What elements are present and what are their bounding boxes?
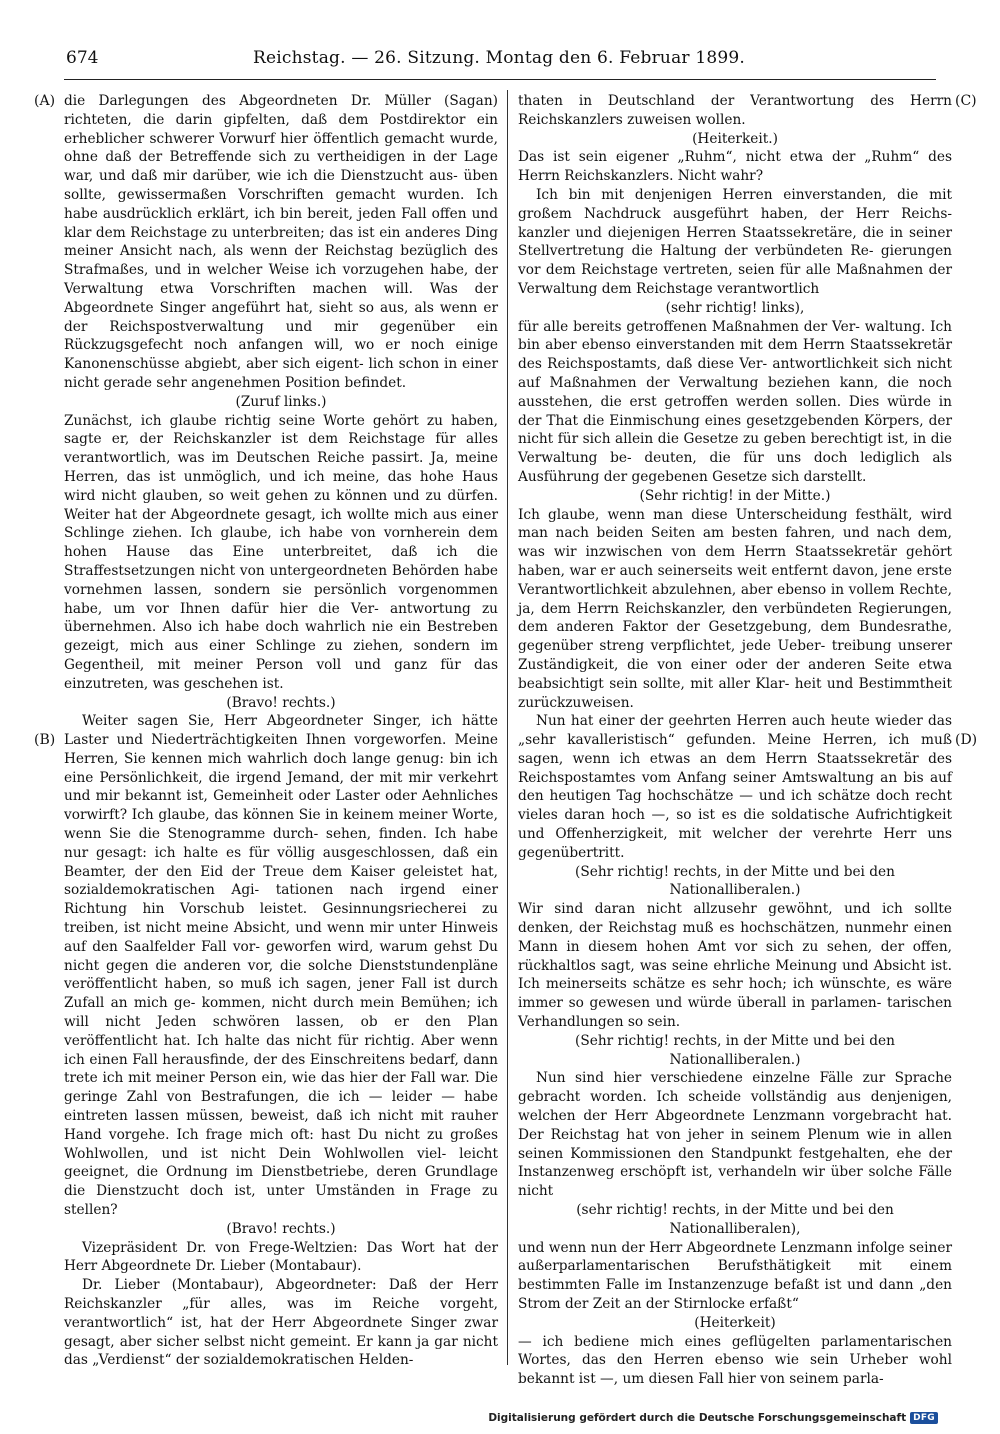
- margin-marker-b: (B): [34, 732, 56, 748]
- interjection: (sehr richtig! links),: [665, 299, 805, 316]
- paragraph: Dr. Lieber (Montabaur), Abgeordneter: Daß der Herr Reichskanzler „für alles, was im Reiche vorgeht, verantwortlich“ ist, hat der Herr Abgeordnete Singer zwar gesagt, aber sicher selbst nicht gemeint. Er kann ja gar nicht das „Verdienst“ der sozialdemokratischen Helden-: [64, 1277, 498, 1369]
- paragraph: Ich glaube, wenn man diese Unterscheidung festhält, wird man nach beiden Seiten am besten fahren, und nach dem, was wir inzwischen von dem Herrn Staatssekretär gehört haben, war er auch seinerseits weit entfernt davon, jene erste Verantwortlichkeit abzulehnen, aber ebenso in vollem Rechte, ja, dem Herrn Reichskanzler, den verbündeten Regierungen, dem anderen Faktor der Gesetzgebung, dem Bundesrathe, gegenüber streng verpflichtet, jede Ueber- treibung unserer Zuständigkeit, die von einer oder der anderen Seite etwa beabsichtigt sein sollte, mit aller Klar- heit und Bestimmtheit zurückzuweisen.: [518, 506, 952, 711]
- paragraph: thaten in Deutschland der Verantwortung des Herrn Reichskanzlers zuweisen wollen.: [518, 93, 952, 128]
- footer-credit: [488, 1412, 938, 1424]
- page-header: [66, 48, 932, 78]
- paragraph: Nun hat einer der geehrten Herren auch heute wieder das „sehr kavalleristisch“ gefunden. Meine Herren, ich muß sagen, wenn ich etwas an dem Herrn Staatssekretär des Reichspostamtes vom Anfang seiner Amtswaltung an bis auf den heutigen Tag hochschätze — und ich schätze doch recht vieles daran hoch —, so ist es die soldatische Aufrichtigkeit und Offenherzigkeit, mit welcher der verehrte Herr uns gegenübertritt.: [518, 713, 952, 861]
- paragraph: Zunächst, ich glaube richtig seine Worte gehört zu haben, sagte er, der Reichskanzler ist dem Reichstage für alles verantwortlich, was im Deutschen Reiche passirt. Ja, meine Herren, das ist unmöglich, und ich meine, das hohe Haus wird nicht glauben, so weit gehen zu können und zu dürfen. Weiter hat der Abgeordnete gesagt, ich wollte mich aus einer Schlinge ziehen. Ich glaube, ich habe von vornherein dem hohen Hause das Eine unterbreitet, daß ich die Straffestsetzungen nicht von untergeordneten Behörden habe vornehmen lassen, sondern sie persönlich vorgenommen habe, um vor Ihnen dafür hier die Ver- antwortung zu übernehmen. Also ich habe doch wahrlich nie ein Bestreben gezeigt, mich aus einer Schlinge zu ziehen, sondern im Gegentheil, mit meiner Person voll und ganz für das einzutreten, was geschehen ist.: [64, 412, 498, 692]
- interjection: (Bravo! rechts.): [226, 694, 336, 711]
- paragraph: Wir sind daran nicht allzusehr gewöhnt, und ich sollte denken, der Reichstag muß es hochschätzen, nunmehr einen Mann in diesem hohen Amt vor sich zu sehen, der offen, rückhaltlos sagt, was seine ehrliche Meinung und Absicht ist. Ich meinerseits schätze es sehr hoch; ich wünschte, es wäre immer so gewesen und würde überall in parlamen- tarischen Verhandlungen so sein.: [518, 901, 952, 1031]
- interjection: (Heiterkeit.): [692, 130, 778, 147]
- header-rule: [64, 79, 936, 80]
- left-column: [64, 92, 498, 1372]
- paragraph: Das ist sein eigener „Ruhm“, nicht etwa der „Ruhm“ des Herrn Reichskanzlers. Nicht wahr?: [518, 149, 952, 185]
- interjection: (Sehr richtig! rechts, in der Mitte und bei den Nationalliberalen.): [575, 863, 895, 899]
- paragraph: Vizepräsident Dr. von Frege-Weltzien: Das Wort hat der Herr Abgeordnete Dr. Lieber (Montabaur).: [64, 1239, 498, 1275]
- paragraph: die Darlegungen des Abgeordneten Dr. Müller (Sagan) richteten, die darin gipfelten, daß dem Postdirektor ein erheblicher schwerer Vorwurf hier öffentlich gemacht wurde, ohne daß der Betreffende sich zu vertheidigen in der Lage war, und daß mir darüber, wie ich die Dienstzucht aus- üben sollte, gewissermaßen Vorschriften gemacht wurden. Ich habe ausdrücklich erklärt, ich bin bereit, jeden Fall offen und klar dem Reichstage zu unterbreiten; das ist ein anderes Ding meiner Ansicht nach, als wenn der Reichstag bezüglich des Strafmaßes, und in welcher Weise ich vorzugehen habe, der Verwaltung etwa Vorschriften machen will. Was der Abgeordnete Singer angeführt hat, sieht so aus, als wenn er der Reichspostverwaltung und mir gegenüber ein Rückzugsgefecht noch anfangen will, wo er noch einige Kanonenschüsse abgiebt, aber sich eigent- lich schon in einer nicht gerade sehr angenehmen Position befindet.: [64, 93, 498, 391]
- page-number: 674: [66, 48, 99, 68]
- interjection: (Heiterkeit): [694, 1314, 776, 1331]
- interjection: (sehr richtig! rechts, in der Mitte und bei den Nationalliberalen),: [576, 1202, 894, 1237]
- interjection: (Sehr richtig! in der Mitte.): [639, 487, 831, 504]
- interjection: (Sehr richtig! rechts, in der Mitte und bei den Nationalliberalen.): [575, 1032, 895, 1068]
- interjection: (Zuruf links.): [235, 393, 327, 410]
- margin-marker-c: (C): [955, 93, 977, 109]
- paragraph: Ich bin mit denjenigen Herren einverstanden, die mit großem Nachdruck ausgeführt haben, der Herr Reichs- kanzler und diejenigen Herren Staatssekretäre, die in seiner Stellvertretung die Haltung der verbündeten Re- gierungen vor dem Reichstage vertreten, seien für alle Maßnahmen der Verwaltung dem Reichstage verantwortlich: [518, 186, 952, 297]
- right-column: [518, 92, 952, 1388]
- paragraph: Nun sind hier verschiedene einzelne Fälle zur Sprache gebracht worden. Ich scheide vollständig aus denjenigen, welchen der Herr Abgeordnete Lenzmann vorgebracht hat. Der Reichstag hat von jeher in seinem Plenum wie in allen seinen Kommissionen den Standpunkt festgehalten, ehe der Instanzenweg erschöpft ist, verhandeln wir über solche Fälle nicht: [518, 1070, 952, 1200]
- column-divider: [507, 90, 508, 1365]
- running-head: Reichstag. — 26. Sitzung. Montag den 6. Februar 1899.: [252, 48, 746, 68]
- margin-marker-d: (D): [955, 732, 978, 748]
- paragraph: und wenn nun der Herr Abgeordnete Lenzmann infolge seiner außerparlamentarischen Berufsthätigkeit mit einem bestimmten Falle im Instanzenzuge befaßt ist und dann „den Strom der Zeit an der Stirnlocke erfaßt“: [518, 1239, 952, 1312]
- margin-marker-a: (A): [34, 93, 56, 109]
- dfg-logo: DFG: [910, 1412, 938, 1424]
- funding-credit-text: Digitalisierung gefördert durch die Deutsche Forschungsgemeinschaft: [488, 1412, 907, 1424]
- paragraph: Weiter sagen Sie, Herr Abgeordneter Singer, ich hätte Laster und Niederträchtigkeiten Ihnen vorgeworfen. Meine Herren, Sie kennen mich wahrlich doch lange genug: bin ich eine Persönlichkeit, die irgend Jemand, der mit mir verkehrt und mir bekannt ist, Gemeinheit oder Laster oder Aehnliches vorwirft? Ich glaube, das können Sie in keinem meiner Worte, wenn Sie die Stenogramme durch- sehen, finden. Ich habe nur gesagt: ich halte es für völlig ausgeschlossen, daß ein Beamter, der den Eid der Treue dem Kaiser geleistet hat, sozialdemokratischen Agi- tationen nach irgend einer Richtung hin Vorschub leistet. Gesinnungsriecherei zu treiben, ist nicht meine Absicht, und wenn mir unter Hinweis auf den Saalfelder Fall vor- geworfen wird, warum gehst Du nicht gegen die anderen vor, die solche Dienststundenpläne veröffentlicht haben, so muß ich sagen, jener Fall ist durch Zufall an mich ge- kommen, nicht durch mein Bemühen; ich will nicht Jeden schwören lassen, ob er den Plan veröffentlicht hat. Ich halte das nicht für richtig. Aber wenn ich einen Fall herausfinde, der des Einschreitens bedarf, dann trete ich mit meiner Person ein, wie das hier der Fall war. Die geringe Zahl von Bestrafungen, die ich — leider — habe eintreten lassen müssen, beweist, daß ich nicht mit rauher Hand vorgehe. Ich frage mich oft: hast Du nicht zu großes Wohlwollen, und ist nicht Dein Wohlwollen viel- leicht geeignet, die Ordnung im Dienstbetriebe, deren Grundlage die Dienstzucht doch ist, unter Umständen in Frage zu stellen?: [64, 713, 498, 1219]
- paragraph: — ich bediene mich eines geflügelten parlamentarischen Wortes, das den Herren ebenso wie sein Urheber wohl bekannt ist —, um diesen Fall hier von seinem parla-: [518, 1333, 952, 1388]
- interjection: (Bravo! rechts.): [226, 1220, 336, 1237]
- paragraph: für alle bereits getroffenen Maßnahmen der Ver- waltung. Ich bin aber ebenso einverstanden mit dem Herrn Staatssekretär des Reichspostamts, daß diese Ver- antwortlichkeit sich nicht auf Maßnahmen der Verwaltung beziehen kann, die noch ausstehen, die erst getroffen werden sollen. Dies würde in der That die Einmischung eines gesetzgebenden Körpers, der nicht für sich allein die Gesetze zu geben berechtigt ist, in die Verwaltung be- deuten, die für uns doch lediglich als Ausführung der gegebenen Gesetze sich darstellt.: [518, 318, 952, 485]
